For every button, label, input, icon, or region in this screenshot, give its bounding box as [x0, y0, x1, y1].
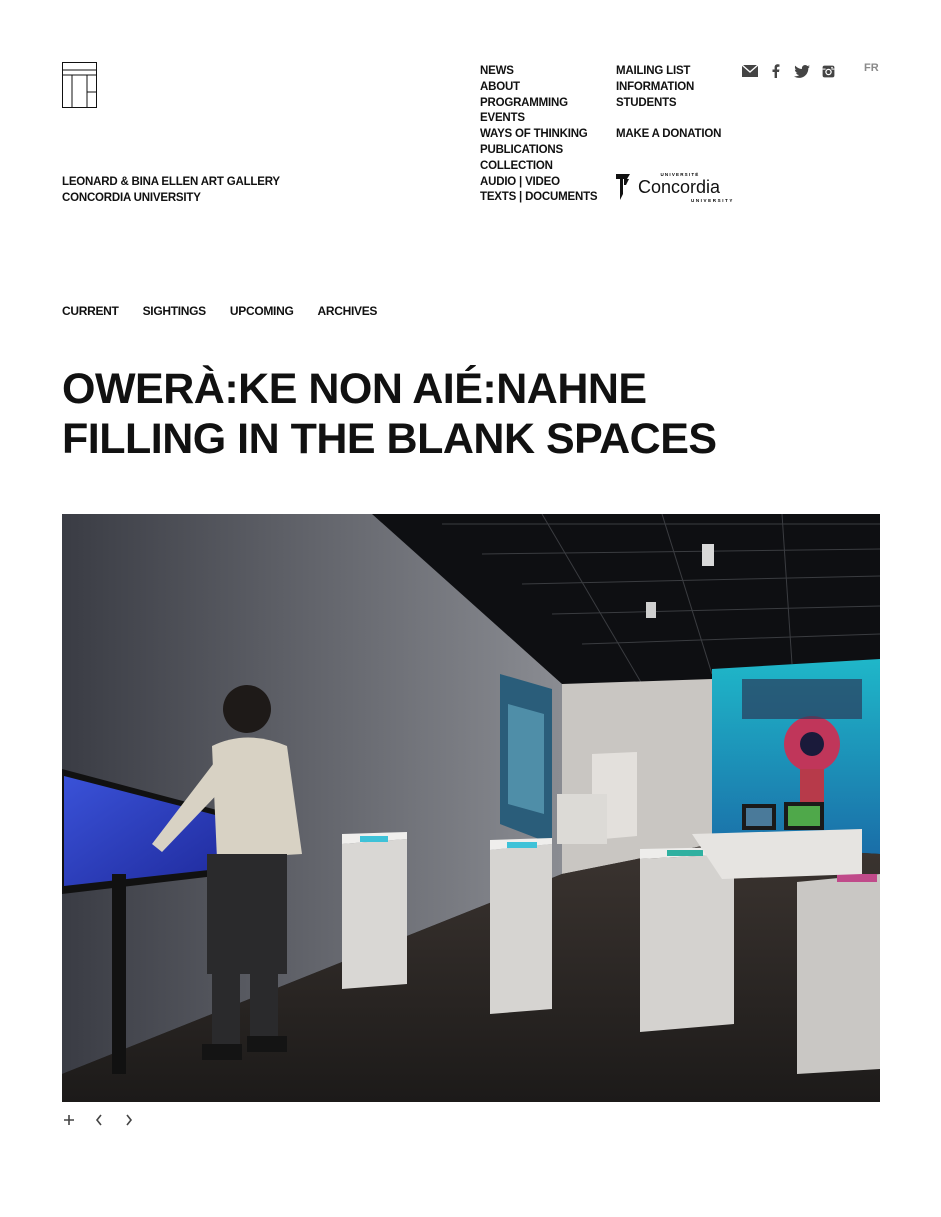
subnav-archives[interactable]: ARCHIVES	[317, 304, 378, 318]
chevron-left-icon[interactable]	[92, 1112, 106, 1128]
plus-icon[interactable]	[62, 1112, 76, 1128]
instagram-icon[interactable]	[820, 64, 836, 78]
nav-spacer	[616, 111, 721, 127]
exhibition-subnav	[62, 304, 377, 318]
nav-item-events[interactable]: EVENTS	[480, 112, 525, 125]
nav-item-publications[interactable]: PUBLICATIONS	[480, 143, 563, 156]
twitter-icon[interactable]	[794, 64, 810, 78]
gallery-name	[62, 174, 280, 206]
nav-item-students[interactable]: STUDENTS	[616, 96, 677, 109]
nav-item-texts-documents[interactable]: TEXTS | DOCUMENTS	[480, 191, 598, 204]
page-title	[62, 364, 717, 464]
nav-item-news[interactable]: NEWS	[480, 65, 514, 77]
gallery-logo[interactable]	[62, 62, 97, 108]
concordia-logo-name: Concordia	[638, 177, 721, 197]
primary-nav	[480, 64, 597, 206]
nav-item-ways-of-thinking[interactable]: WAYS OF THINKING	[480, 128, 588, 141]
subnav-upcoming[interactable]: UPCOMING	[229, 304, 294, 318]
language-toggle[interactable]: FR	[864, 62, 879, 74]
nav-item-about[interactable]: ABOUT	[480, 80, 520, 93]
gallery-controls	[62, 1112, 136, 1128]
subnav-sightings[interactable]: SIGHTINGS	[142, 304, 206, 318]
nav-item-programming[interactable]: PROGRAMMING	[480, 96, 568, 109]
chevron-right-icon[interactable]	[122, 1112, 136, 1128]
subnav-current[interactable]: CURRENT	[62, 304, 119, 318]
concordia-logo-bottom: UNIVERSITY	[690, 198, 734, 203]
nav-item-collection[interactable]: COLLECTION	[480, 159, 553, 172]
exhibition-photo[interactable]	[62, 514, 880, 1102]
page-title-line2: FILLING IN THE BLANK SPACES	[62, 415, 717, 463]
gallery-name-line2: CONCORDIA UNIVERSITY	[62, 192, 201, 204]
facebook-icon[interactable]	[768, 64, 784, 78]
mail-icon[interactable]	[742, 64, 758, 78]
social-links	[742, 64, 836, 78]
nav-item-audio-video[interactable]: AUDIO | VIDEO	[480, 175, 560, 188]
nav-item-information[interactable]: INFORMATION	[616, 80, 695, 93]
concordia-logo[interactable]	[614, 170, 738, 204]
page-title-line1: OWERÀ:KE NON AIÉ:NAHNE	[62, 365, 647, 413]
concordia-logo-top: UNIVERSITÉ	[660, 172, 700, 177]
gallery-name-line1: LEONARD & BINA ELLEN ART GALLERY	[62, 176, 280, 188]
nav-item-make-a-donation[interactable]: MAKE A DONATION	[616, 128, 722, 141]
nav-item-mailing-list[interactable]: MAILING LIST	[616, 65, 691, 77]
secondary-nav	[616, 64, 721, 143]
